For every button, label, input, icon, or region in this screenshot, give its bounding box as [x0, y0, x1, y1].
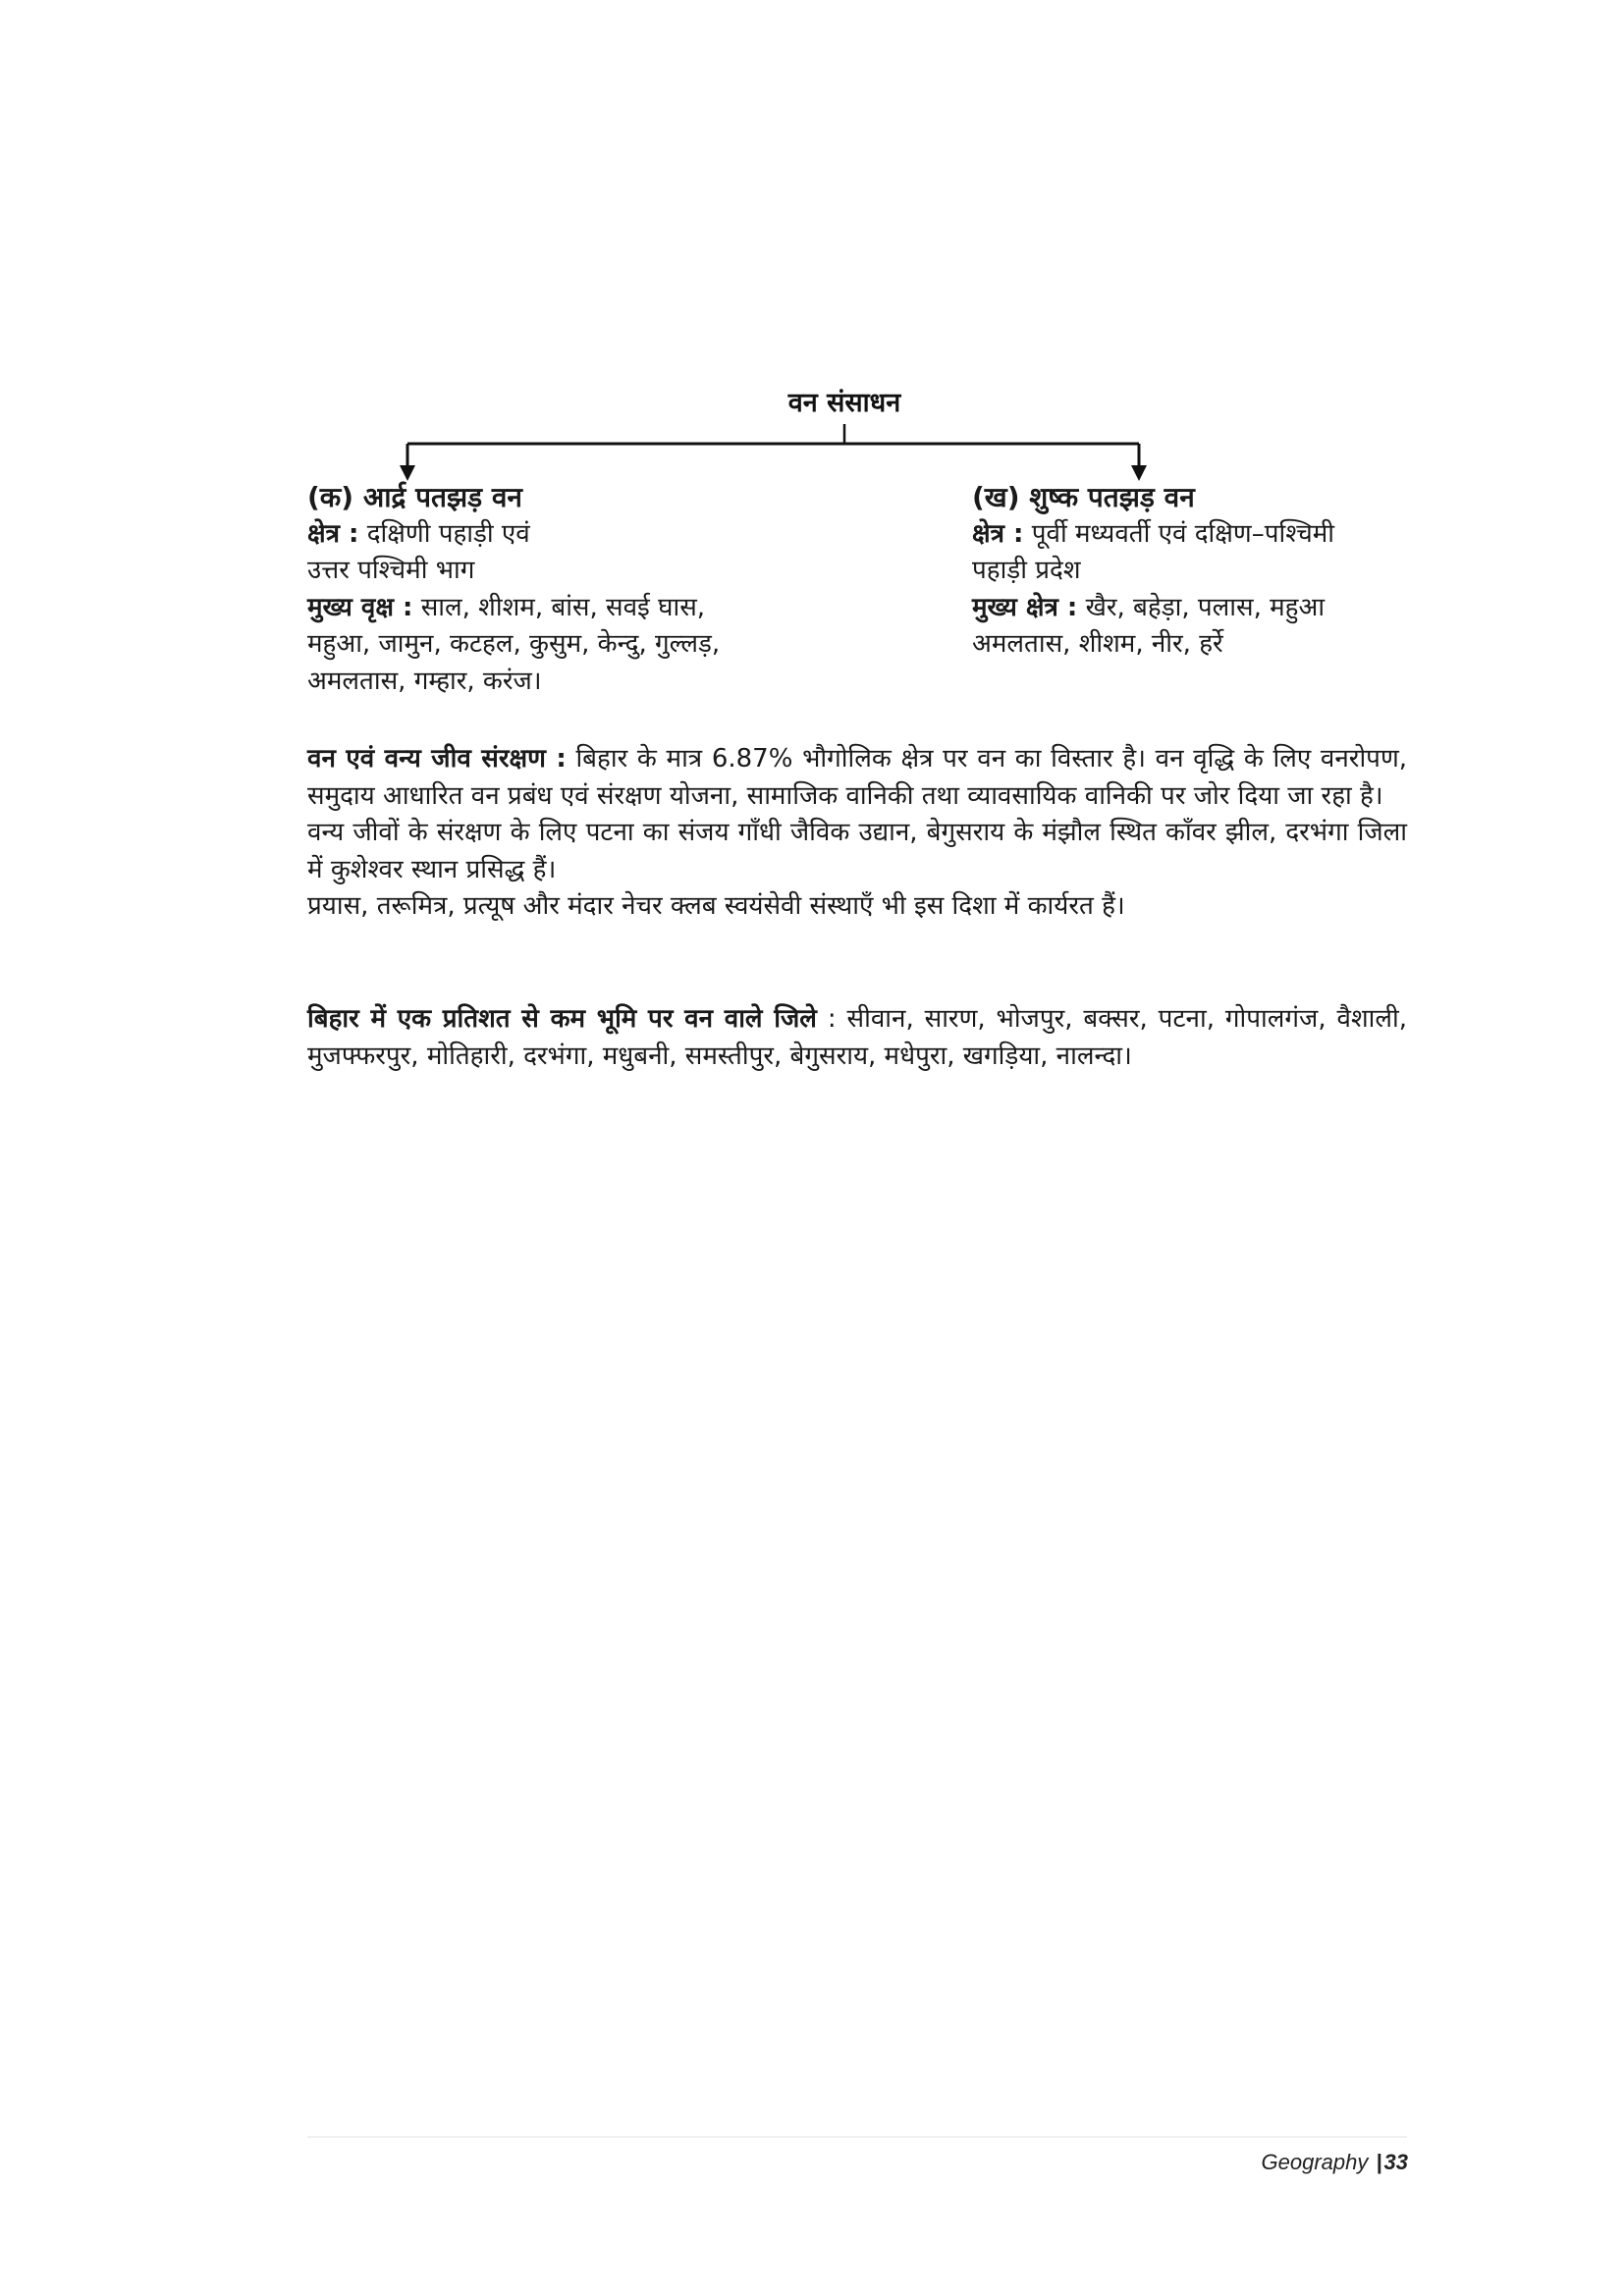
right-area-label: क्षेत्र :	[972, 518, 1024, 549]
right-trees-label: मुख्य क्षेत्र :	[972, 592, 1078, 622]
conservation-para1	[307, 741, 1407, 815]
left-area-line2: उत्तर पश्चिमी भाग	[307, 556, 475, 585]
right-area-text1: पूर्वी मध्यवर्ती एवं दक्षिण–पश्चिमी	[1031, 518, 1335, 549]
footer-separator: |	[1376, 2150, 1382, 2174]
conservation-para3: प्रयास, तरूमित्र, प्रत्यूष और मंदार नेचर क्लब स्वयंसेवी संस्थाएँ भी इस दिशा में कार्यरत हैं।	[307, 891, 1125, 921]
diagram-title: वन संसाधन	[787, 388, 901, 418]
conservation-section	[307, 741, 1407, 926]
districts-text: : सीवान, सारण, भोजपुर, बक्सर, पटना, गोपालगंज, वैशाली, मुजफ्फरपुर, मोतिहारी, दरभंगा, मधुबनी, समस्तीपुर, बेगुसराय, मधेपुरा, खगड़िया, नालन्दा।	[307, 1004, 1407, 1071]
right-trees-line1	[972, 590, 1443, 627]
left-trees-line2: महुआ, जामुन, कटहल, कुसुम, केन्दु, गुल्लड़,	[307, 629, 721, 659]
conservation-para2: वन्य जीवों के संरक्षण के लिए पटना का संजय गाँधी जैविक उद्यान, बेगुसराय के मंझौल स्थित काँवर झील, दरभंगा जिला में कुशेश्वर स्थान प्रसिद्ध हैं।	[307, 818, 1407, 884]
left-branch	[307, 479, 857, 700]
left-trees-text1: साल, शीशम, बांस, सवई घास,	[420, 592, 706, 622]
right-area-line1	[972, 516, 1443, 554]
footer-subject: Geography	[1261, 2150, 1369, 2174]
right-trees-text1: खैर, बहेड़ा, पलास, महुआ	[1085, 592, 1326, 622]
left-trees-label: मुख्य वृक्ष :	[307, 592, 413, 622]
footer-divider	[307, 2136, 1407, 2138]
left-area-label: क्षेत्र :	[307, 518, 359, 549]
right-branch	[972, 479, 1443, 664]
right-branch-heading: (ख) शुष्क पतझड़ वन	[972, 481, 1195, 513]
right-trees-line2: अमलतास, शीशम, नीर, हर्रे	[972, 629, 1223, 659]
conservation-text1: बिहार के मात्र 6.87% भौगोलिक क्षेत्र पर वन का विस्तार है। वन वृद्धि के लिए वनरोपण, समुदाय आधारित वन प्रबंध एवं संरक्षण योजना, सामाजिक वानिकी तथा व्यावसायिक वानिकी पर जोर दिया जा रहा है।	[307, 744, 1408, 811]
page-number: 33	[1383, 2150, 1408, 2174]
districts-para	[307, 1001, 1407, 1075]
right-area-line2: पहाड़ी प्रदेश	[972, 556, 1081, 585]
left-trees-line3: अमलतास, गम्हार, करंज।	[307, 666, 542, 696]
page-footer	[1262, 2150, 1409, 2175]
left-area-line1	[307, 516, 857, 554]
left-trees-line1	[307, 590, 857, 627]
conservation-lead: वन एवं वन्य जीव संरक्षण :	[307, 744, 567, 774]
left-area-text1: दक्षिणी पहाड़ी एवं	[366, 518, 530, 549]
districts-lead: बिहार में एक प्रतिशत से कम भूमि पर वन वाले जिले	[307, 1004, 817, 1034]
left-branch-heading: (क) आर्द्र पतझड़ वन	[307, 481, 522, 513]
districts-section	[307, 1001, 1407, 1075]
